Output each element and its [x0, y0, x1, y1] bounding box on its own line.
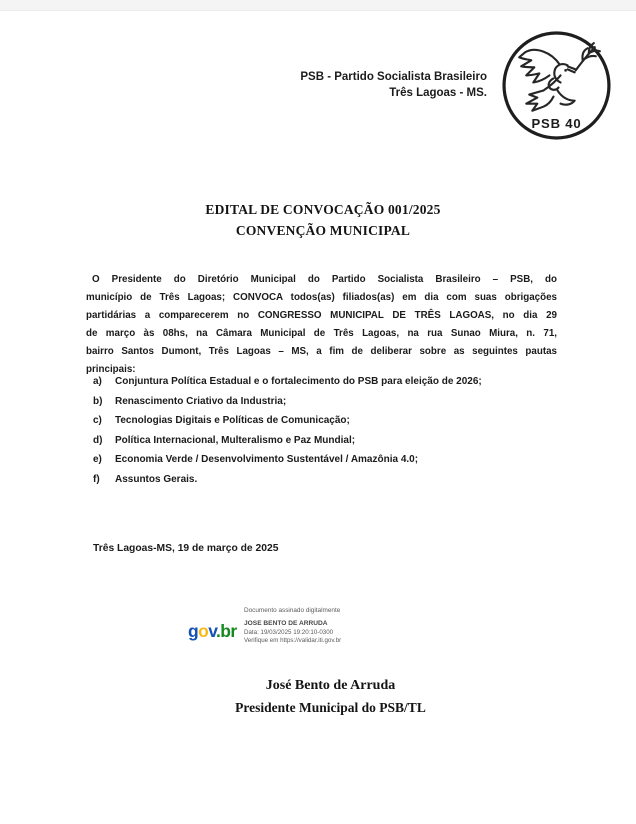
agenda-item: [93, 434, 563, 447]
paragraph-line: de março às 08hs, na Câmara Municipal de Três Lagoas, na rua Sunao Miura, n. 71,: [86, 328, 557, 339]
digital-signature-stamp: [188, 606, 341, 644]
agenda-item-text: Renascimento Criativo da Industria;: [115, 395, 287, 407]
paragraph-line: partidárias a comparecerem no CONGRESSO MUNICIPAL DE TRÊS LAGOAS, no dia 29: [86, 310, 557, 321]
signature-block: [73, 676, 588, 719]
agenda-item: [93, 395, 563, 408]
agenda-item-text: Conjuntura Política Estadual e o fortalecimento do PSB para eleição de 2026;: [115, 376, 482, 387]
agenda-item: [93, 414, 563, 427]
agenda-item: [93, 375, 563, 388]
paragraph-line: principais:: [86, 364, 136, 375]
govbr-letter-v: v: [208, 621, 217, 641]
govbr-logo: [188, 618, 244, 644]
title-line-1: EDITAL DE CONVOCAÇÃO 001/2025: [205, 202, 441, 217]
agenda-item: [93, 473, 563, 486]
agenda-item-label: a): [93, 376, 102, 387]
agenda-item-label: f): [93, 473, 100, 485]
govbr-letter-dot: .: [216, 621, 221, 641]
govbr-letter-o: o: [198, 621, 209, 641]
agenda-item-label: c): [93, 415, 102, 426]
agenda-item-label: d): [93, 434, 103, 446]
dove-olive-branch-icon: [499, 28, 614, 143]
stamp-caption: Documento assinado digitalmente: [244, 607, 341, 614]
stamp-signer-name: JOSE BENTO DE ARRUDA: [244, 620, 328, 627]
agenda-item-text: Assuntos Gerais.: [115, 473, 198, 485]
org-name: PSB - Partido Socialista Brasileiro: [300, 71, 487, 83]
agenda-item-text: Economia Verde / Desenvolvimento Sustentável / Amazônia 4.0;: [115, 454, 419, 465]
org-location: Três Lagoas - MS.: [389, 87, 487, 99]
govbr-letter-br: br: [220, 621, 237, 641]
agenda-list: [93, 375, 563, 492]
signer-role: Presidente Municipal do PSB/TL: [235, 700, 426, 715]
paragraph-line: O Presidente do Diretório Municipal do Partido Socialista Brasileiro – PSB, do: [92, 274, 557, 285]
stamp-details: [244, 618, 341, 644]
agenda-item-label: b): [93, 395, 103, 407]
document-title: [78, 199, 568, 241]
paragraph-line: município de Três Lagoas; CONVOCA todos(as) filiados(as) em dia com suas obrigações: [86, 292, 557, 303]
agenda-item-text: Tecnologias Digitais e Políticas de Comunicação;: [115, 415, 350, 426]
paragraph-line: bairro Santos Dumont, Três Lagoas – MS, a fim de deliberar sobre as seguintes pautas: [86, 346, 557, 357]
stamp-verify-url: Verifique em https://validar.iti.gov.br: [244, 636, 342, 644]
stamp-date: Data: 19/03/2025 19:20:10-0300: [244, 628, 334, 636]
govbr-letter-g: g: [188, 621, 199, 641]
scan-edge-strip: [0, 0, 636, 11]
letterhead: [300, 69, 487, 101]
agenda-item-label: e): [93, 454, 102, 465]
agenda-item: [93, 453, 563, 466]
logo-caption: PSB 40: [531, 115, 582, 131]
signer-name: José Bento de Arruda: [265, 678, 396, 693]
psb-dove-logo: [499, 28, 614, 143]
title-line-2: CONVENÇÃO MUNICIPAL: [235, 223, 411, 238]
body-paragraph: [86, 271, 557, 379]
place-and-date: Três Lagoas-MS, 19 de março de 2025: [93, 543, 279, 554]
agenda-item-text: Política Internacional, Multeralismo e Paz Mundial;: [115, 434, 356, 446]
